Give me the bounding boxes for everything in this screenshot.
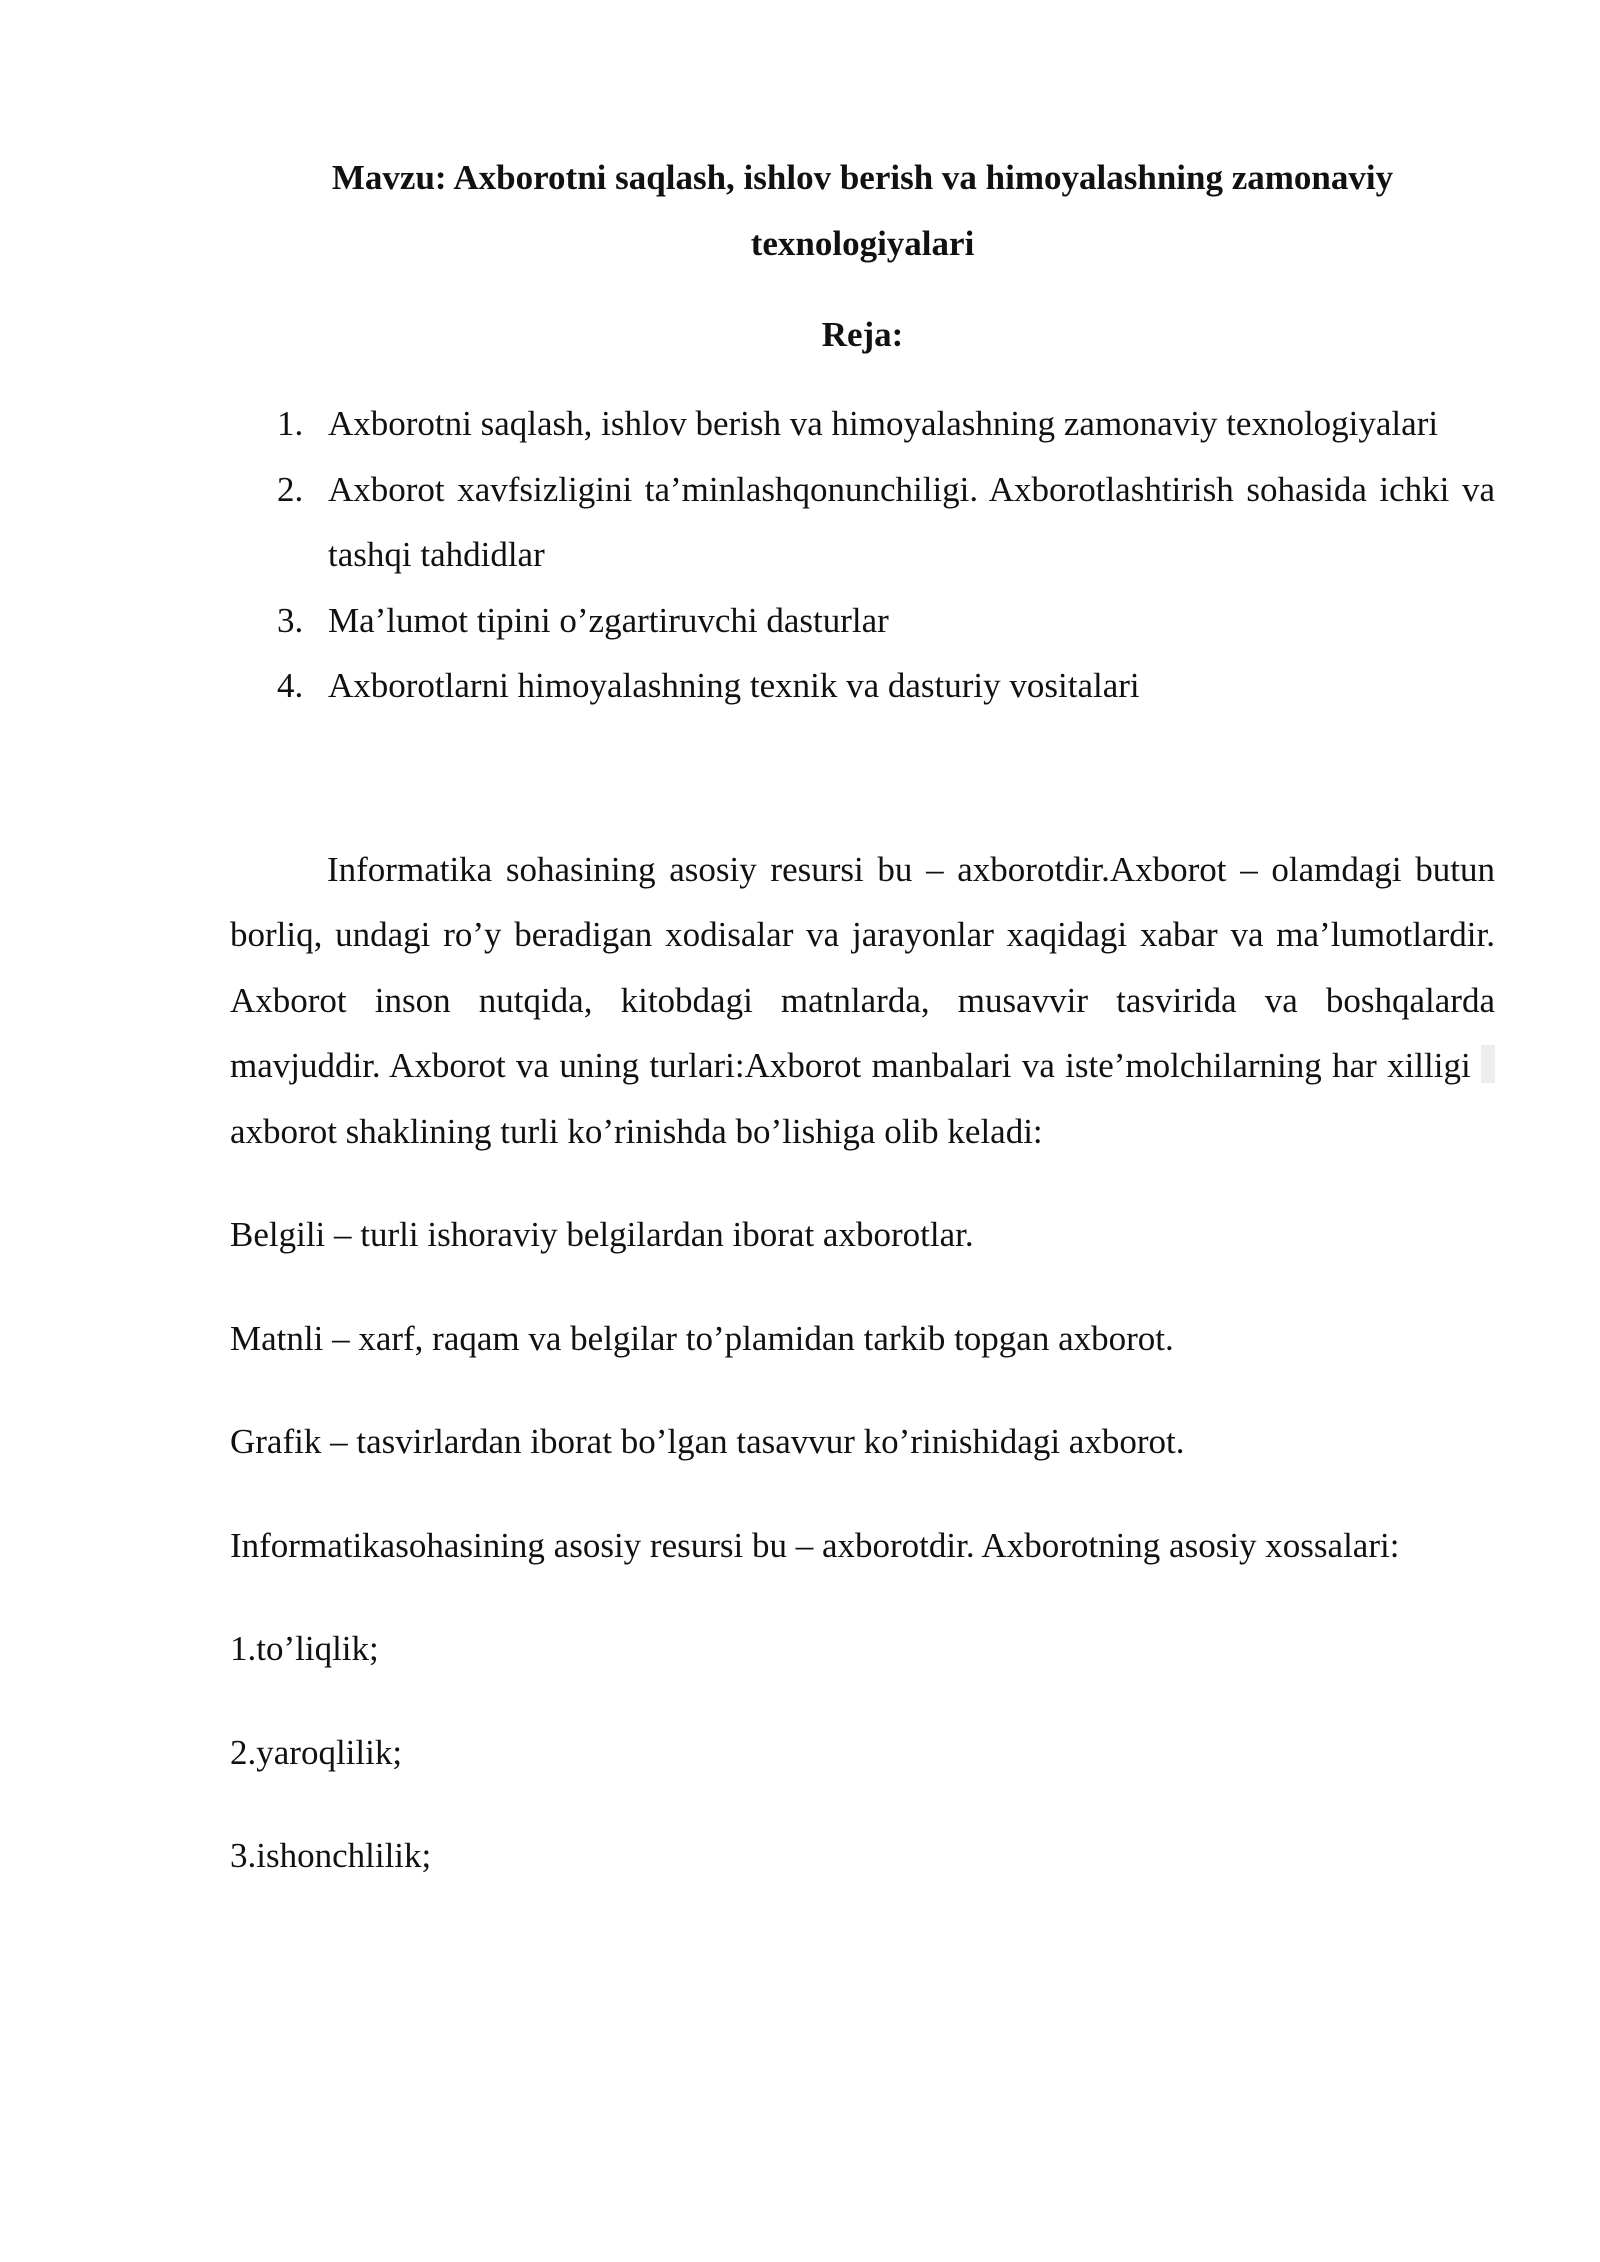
plan-item [230,391,1495,457]
type-item-belgili: Belgili – turli ishoraviy belgilardan iborat axborotlar. [230,1215,974,1254]
property-item: 1.to’liqlik; [230,1629,379,1668]
plan-item-text: Axborot xavfsizligini ta’minlashqonunchiligi. Axborotlashtirish sohasida ichki va tashqi tahdidlar [328,469,1495,574]
property-item: 3.ishonchlilik; [230,1836,432,1875]
type-item-grafik: Grafik – tasvirlardan iborat bo’lgan tasavvur ko’rinishidagi axborot. [230,1422,1185,1461]
plan-item-number: 3. [277,600,304,640]
document-title: Mavzu: Axborotni saqlash, ishlov berish va himoyalashning zamonaviy texnologiyalari [331,158,1394,263]
document-page [230,145,1495,1927]
plan-item-text: Axborotni saqlash, ishlov berish va himoyalashning zamonaviy texnologiyalari [328,404,1439,443]
text-cursor-highlight [1481,1045,1495,1083]
intro-paragraph-part1: Informatika sohasining asosiy resursi bu – axborotdir.Axborot – olamdagi butun borliq, undagi ro’y beradigan xodisalar va jarayonlar xaqidagi xabar va ma’lumotlardir. Axborot inson nutqida, kitobdagi matnlarda, musavvir tasvirida va boshqalarda mavjuddir. Axborot va uning turlari:Axborot manbalari va iste’molchilarning har xilligi [230,849,1495,1085]
plan-item [230,588,1495,654]
plan-item-number: 1. [277,404,304,443]
type-item-matnli: Matnli – xarf, raqam va belgilar to’plamidan tarkib topgan axborot. [230,1318,1174,1358]
plan-item [230,653,1495,719]
plan-item-text: Axborotlarni himoyalashning texnik va dasturiy vositalari [328,666,1140,705]
intro-paragraph-part2: axborot shaklining turli ko’rinishda bo’lishiga olib keladi: [230,1111,1043,1151]
plan-list [230,391,1495,719]
properties-intro: Informatikasohasining asosiy resursi bu – axborotdir. Axborotning asosiy xossalari: [230,1525,1400,1565]
plan-item-number: 4. [277,666,304,705]
property-item: 2.yaroqlilik; [230,1732,403,1772]
plan-item-text: Ma’lumot tipini o’zgartiruvchi dasturlar [328,600,889,640]
plan-item-number: 2. [277,469,304,509]
plan-item [230,457,1495,588]
plan-heading: Reja: [821,315,904,354]
properties-list [230,1616,1495,1889]
intro-paragraph [230,837,1495,1165]
